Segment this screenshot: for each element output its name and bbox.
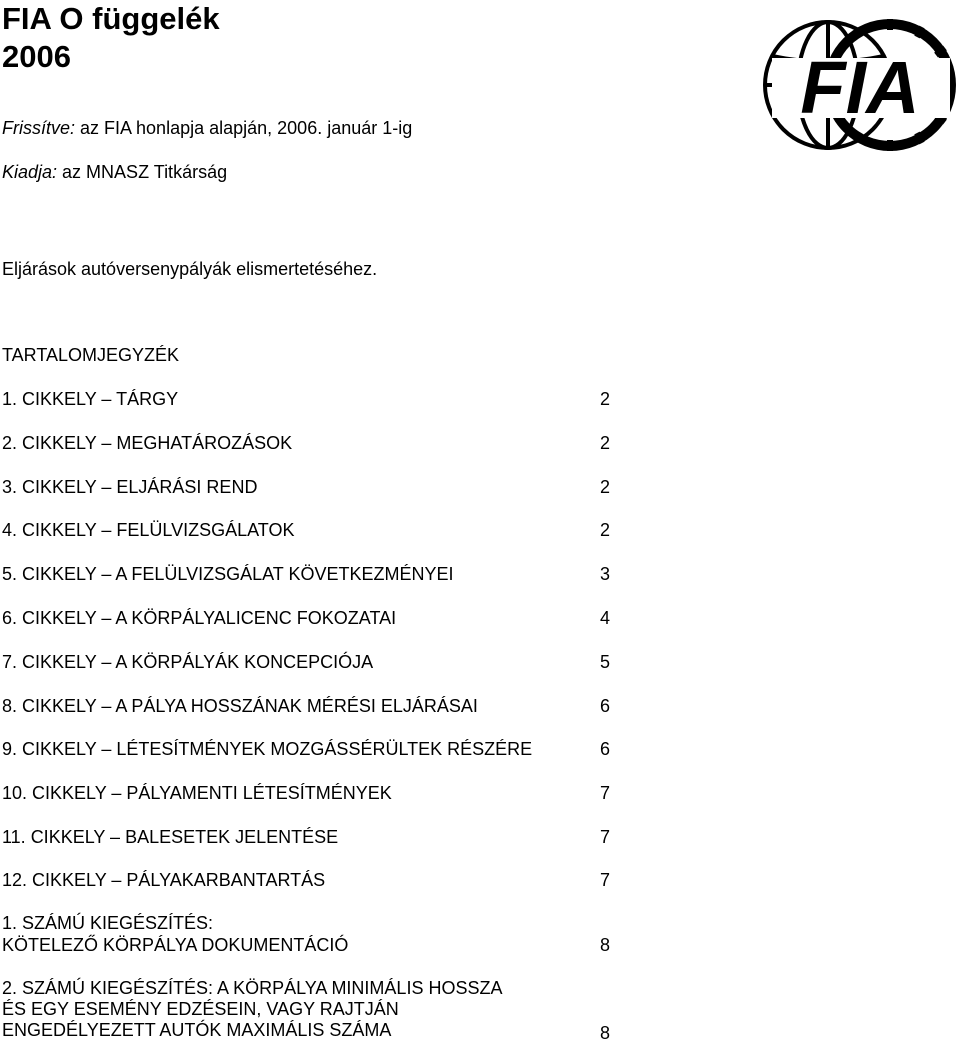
intro-text: Eljárások autóversenypályák elismertetéséhez. [2, 259, 378, 279]
title-line-1: FIA O függelék [2, 1, 220, 36]
update-note: Frissítve: az FIA honlapja alapján, 2006. január 1-ig [2, 118, 413, 138]
document-title [2, 0, 220, 76]
toc-appendix-1[interactable]: 1. SZÁMÚ KIEGÉSZÍTÉS: KÖTELEZŐ KÖRPÁLYA DOKUMENTÁCIÓ 8 [2, 913, 610, 955]
toc-appendix-2[interactable]: 2. SZÁMÚ KIEGÉSZÍTÉS: A KÖRPÁLYA MINIMÁLIS HOSSZA ÉS EGY ESEMÉNY EDZÉSEIN, VAGY RAJTJÁN ENGEDÉLYEZETT AUTÓK MAXIMÁLIS SZÁMA 8 [2, 978, 610, 1043]
fia-logo [762, 18, 958, 152]
title-line-2: 2006 [2, 39, 71, 74]
publisher-note: Kiadja: az MNASZ Titkárság [2, 162, 228, 182]
svg-text:FIA: FIA [800, 46, 920, 129]
toc-title: TARTALOMJEGYZÉK [2, 345, 180, 365]
